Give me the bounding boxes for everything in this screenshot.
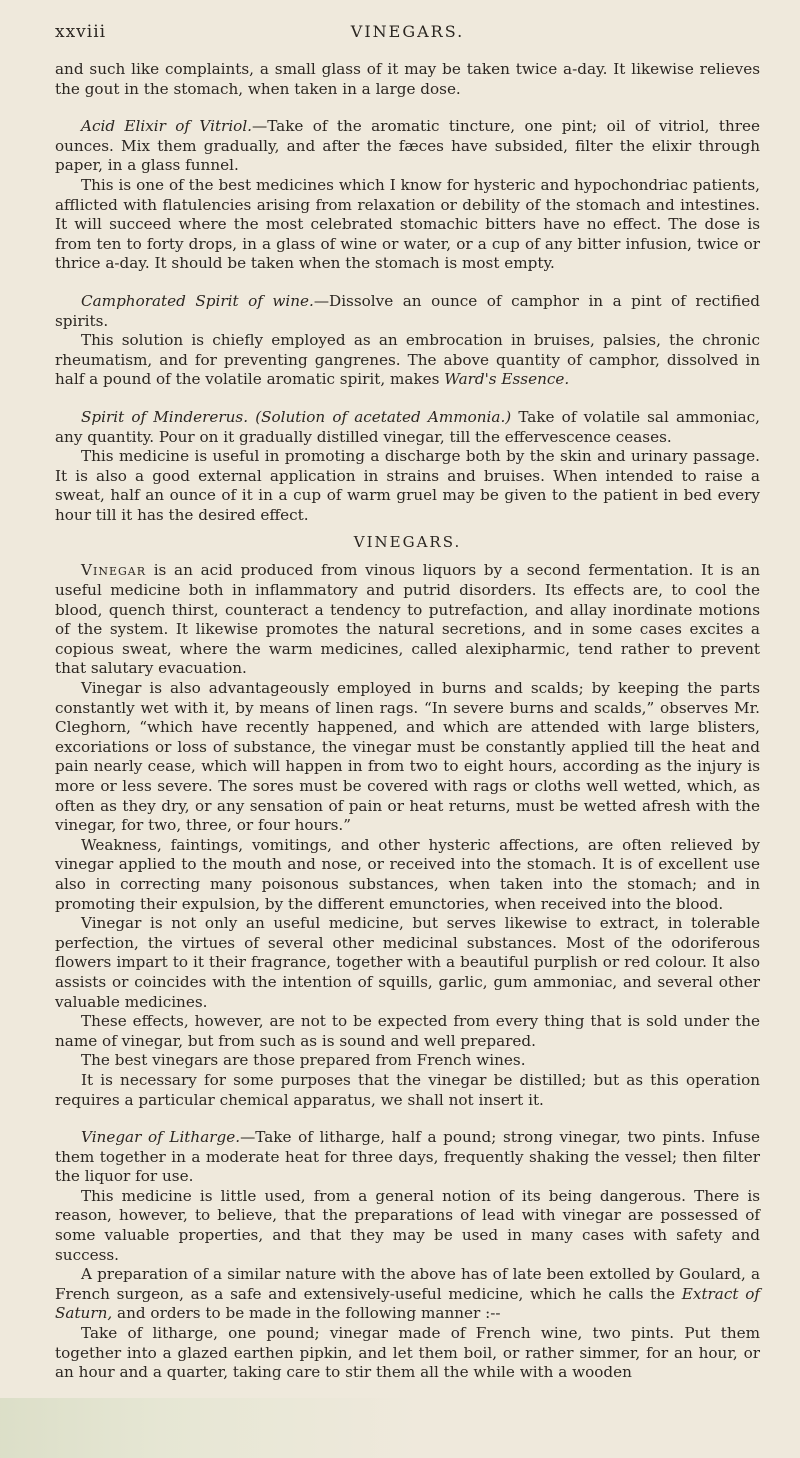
recipe-title: Spirit of Mindererus. (81, 407, 249, 426)
recipe-subtitle: (Solution of acetated Ammonia.) (255, 407, 512, 426)
wards-essence: Ward's Essence. (444, 370, 570, 389)
recipe-text: —Take of litharge, half a pound; strong vinegar, two pints. Infuse them together in a moderate heat for three days, frequently shaking the vessel; then filter the liquor for use. (55, 1128, 760, 1186)
recipe-text: Take of volatile sal ammoniac, any quantity. Pour on it gradually distilled vinegar, till the effervescence ceases. (55, 407, 760, 446)
paragraph-text: is an acid produced from vinous liquors by a second fermentation. It is an useful medicine both in inflammatory and putrid disorders. Its effects are, to cool the blood, quench thirst, counteract a tendency to putrefaction, and allay inordinate motions of the system. It likewise promotes the natural secretions, and in some cases excites a copious sweat, where the warm medicines, called alexipharmic, tend rather to prevent that salutary evacuation. (55, 561, 760, 678)
paragraph (55, 331, 760, 390)
running-head: VINEGARS. (350, 22, 465, 41)
paragraph: Vinegar is also advantageously employed in burns and scalds; by keeping the parts constantly wet with it, by means of linen rags. “In severe burns and scalds,” observes Mr. Cleghorn, “which have recently happened, and which are attended with large blisters, excoriations or loss of substance, the vinegar must be constantly applied till the heat and pain nearly cease, which will happen in from two to eight hours, according as the injury is more or less severe. The sores must be covered with rags or cloths well wetted, which, as often as they dry, or any sensation of pain or heat returns, must be wetted afresh with the vinegar, for two, three, or four hours.” (55, 679, 760, 835)
recipe-text: —Take of the aromatic tincture, one pint; oil of vitriol, three ounces. Mix them gradually, and after the fæces have subsided, filter the elixir through paper, in a glass funnel. (55, 117, 760, 175)
paragraph-text: This solution is chiefly employed as an embrocation in bruises, palsies, the chronic rheumatism, and for preventing gangrenes. The above quantity of camphor, dissolved in half a pound of the volatile aromatic spirit, makes (55, 331, 760, 389)
recipe-title: Acid Elixir of Vitriol. (81, 117, 253, 136)
recipe-title: Vinegar of Litharge. (81, 1128, 241, 1147)
paragraph: and such like complaints, a small glass of it may be taken twice a-day. It likewise relieves the gout in the stomach, when taken in a large dose. (55, 60, 760, 98)
recipe-camphorated-spirit (55, 292, 760, 331)
recipe-title: Camphorated Spirit of wine. (81, 291, 314, 310)
recipe-vinegar-of-litharge (55, 1128, 760, 1187)
paragraph: Take of litharge, one pound; vinegar made of French wine, two pints. Put them together into a glazed earthen pipkin, and let them boil, or rather simmer, for an hour, or an hour and a quarter, taking care to stir them all the while with a wooden (55, 1324, 760, 1382)
paragraph (55, 1265, 760, 1324)
paragraph: This medicine is useful in promoting a discharge both by the skin and urinary passage. It is also a good external application in strains and bruises. When intended to raise a sweat, half an ounce of it in a cup of warm gruel may be given to the patient in bed every hour till it has the desired effect. (55, 447, 760, 524)
paragraph: These effects, however, are not to be expected from every thing that is sold under the name of vinegar, but from such as is sound and well prepared. (55, 1012, 760, 1050)
paragraph-text: and orders to be made in the following manner :-- (112, 1304, 501, 1323)
recipe-acid-elixir (55, 117, 760, 176)
book-page (55, 20, 760, 1383)
extract-of-saturn: Extract of Saturn, (55, 1284, 760, 1323)
paragraph: This is one of the best medicines which I know for hysteric and hypochondriac patients, afflicted with flatulencies arising from relaxation or debility of the stomach and intestines. It will succeed where the most celebrated stomachic bitters have no effect. The dose is from ten to forty drops, in a glass of wine or water, or a cup of any bitter infusion, twice or thrice a-day. It should be taken when the stomach is most empty. (55, 175, 760, 273)
paragraph: It is necessary for some purposes that the vinegar be distilled; but as this operation requires a particular chemical apparatus, we shall not insert it. (55, 1070, 760, 1109)
page-stain (0, 1398, 420, 1458)
paragraph: This medicine is little used, from a general notion of its being dangerous. There is reason, however, to believe, that the preparations of lead with vinegar are possessed of some valuable properties, and that they may be used in many cases with safety and success. (55, 1186, 760, 1264)
paragraph: The best vinegars are those prepared from French wines. (81, 1051, 526, 1070)
paragraph: Vinegar is not only an useful medicine, but serves likewise to extract, in tolerable perfection, the virtues of several other medicinal substances. Most of the odoriferous flowers impart to it their fragrance, together with a beautiful purplish or red colour. It also assists or coincides with the intention of squills, garlic, gum ammoniac, and several other valuable medicines. (55, 914, 760, 1011)
recipe-mindererus (55, 408, 760, 447)
page-number: xxviii (55, 22, 107, 42)
paragraph (55, 561, 760, 679)
recipe-text: —Dissolve an ounce of camphor in a pint of rectified spirits. (55, 291, 760, 330)
lead-word: Vinegar (81, 561, 146, 580)
paragraph-text: A preparation of a similar nature with the above has of late been extolled by Goulard, a French surgeon, as a safe and extensively-useful medicine, which he calls the (55, 1265, 760, 1303)
paragraph: Weakness, faintings, vomitings, and other hysteric affections, are often relieved by vinegar applied to the mouth and nose, or received into the stomach. It is of excellent use also in correcting many poisonous substances, when taken into the stomach; and in promoting their expulsion, by the different emunctories, when received into the blood. (55, 835, 760, 913)
section-heading-vinegars: VINEGARS. (353, 533, 462, 552)
page-header (55, 20, 760, 60)
